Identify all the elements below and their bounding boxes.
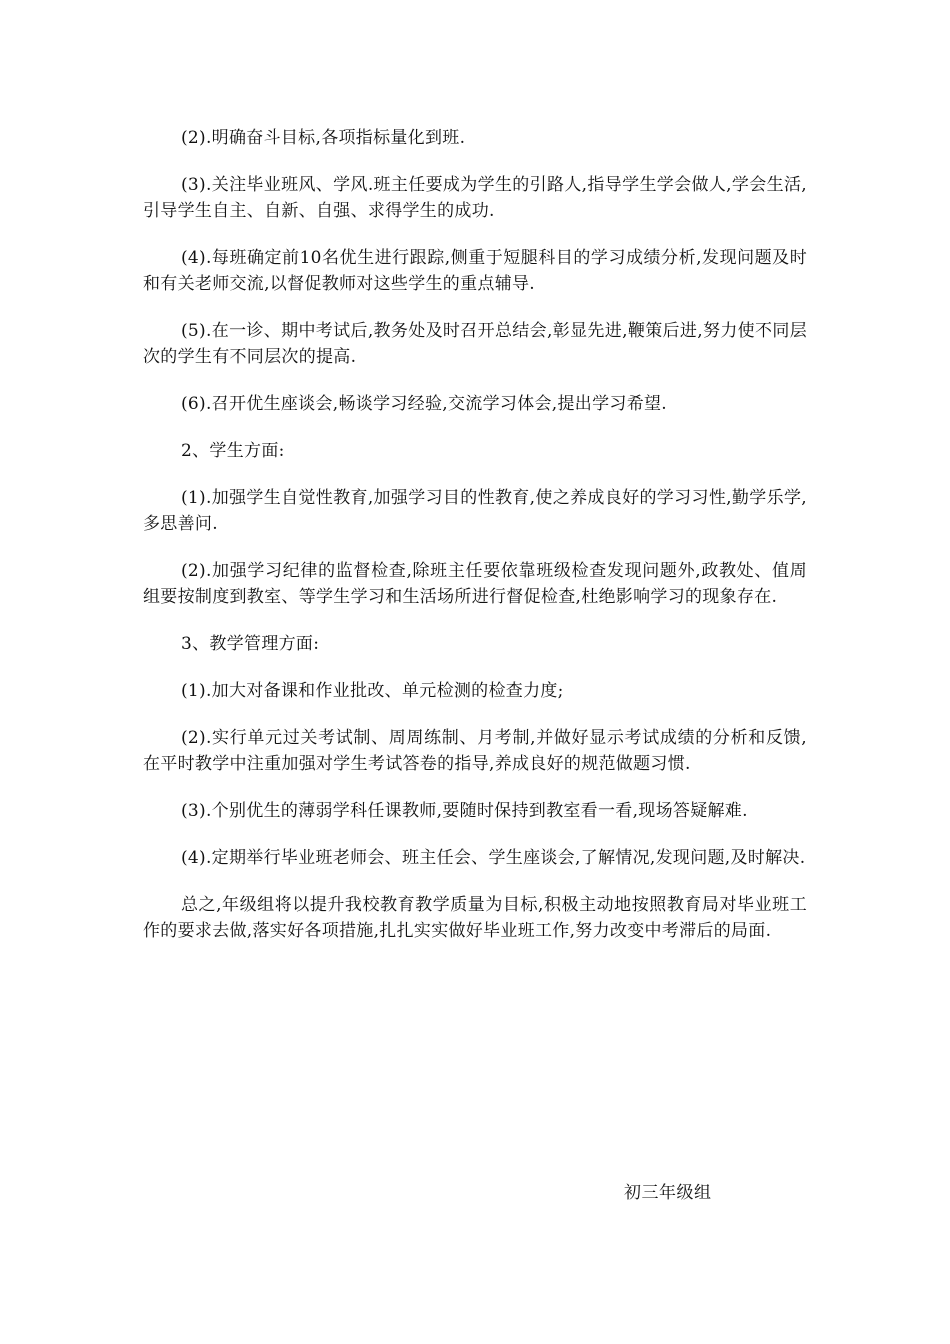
- signature-grade-group: 初三年级组: [624, 1183, 712, 1203]
- paragraph-discipline-inspection: (2).加强学习纪律的监督检查,除班主任要依靠班级检查发现问题外,政教处、值周组要按制度到教室、等学生学习和生活场所进行督促检查,杜绝影响学习的现象存在.: [143, 561, 807, 607]
- paragraph-self-awareness-education: (1).加强学生自觉性教育,加强学习目的性教育,使之养成良好的学习习性,勤学乐学,多思善问.: [143, 488, 807, 534]
- paragraph-lesson-prep-check: (1).加大对备课和作业批改、单元检测的检查力度;: [181, 681, 564, 701]
- section-heading-students: 2、学生方面:: [181, 441, 285, 461]
- paragraph-top-students-tracking: (4).每班确定前10名优生进行跟踪,侧重于短腿科目的学习成绩分析,发现问题及时和有关老师交流,以督促教师对这些学生的重点辅导.: [143, 248, 807, 294]
- paragraph-weak-subject-teachers: (3).个别优生的薄弱学科任课教师,要随时保持到教室看一看,现场答疑解难.: [181, 801, 748, 821]
- paragraph-conclusion: 总之,年级组将以提升我校教育教学质量为目标,积极主动地按照教育局对毕业班工作的要求去做,落实好各项措施,扎扎实实做好毕业班工作,努力改变中考滞后的局面.: [143, 895, 807, 941]
- section-heading-teaching-management: 3、教学管理方面:: [181, 634, 320, 654]
- paragraph-summary-meeting: (5).在一诊、期中考试后,教务处及时召开总结会,彰显先进,鞭策后进,努力使不同层次的学生有不同层次的提高.: [143, 321, 807, 367]
- paragraph-exam-system: (2).实行单元过关考试制、周周练制、月考制,并做好显示考试成绩的分析和反馈,在平时教学中注重加强对学生考试答卷的指导,养成良好的规范做题习惯.: [143, 728, 807, 774]
- paragraph-goals-quantified: (2).明确奋斗目标,各项指标量化到班.: [181, 128, 466, 148]
- document-body: [143, 125, 807, 965]
- paragraph-class-style: (3).关注毕业班风、学风.班主任要成为学生的引路人,指导学生学会做人,学会生活,引导学生自主、自新、自强、求得学生的成功.: [143, 175, 807, 221]
- paragraph-regular-meetings: (4).定期举行毕业班老师会、班主任会、学生座谈会,了解情况,发现问题,及时解决.: [181, 848, 806, 868]
- paragraph-top-students-forum: (6).召开优生座谈会,畅谈学习经验,交流学习体会,提出学习希望.: [181, 394, 667, 414]
